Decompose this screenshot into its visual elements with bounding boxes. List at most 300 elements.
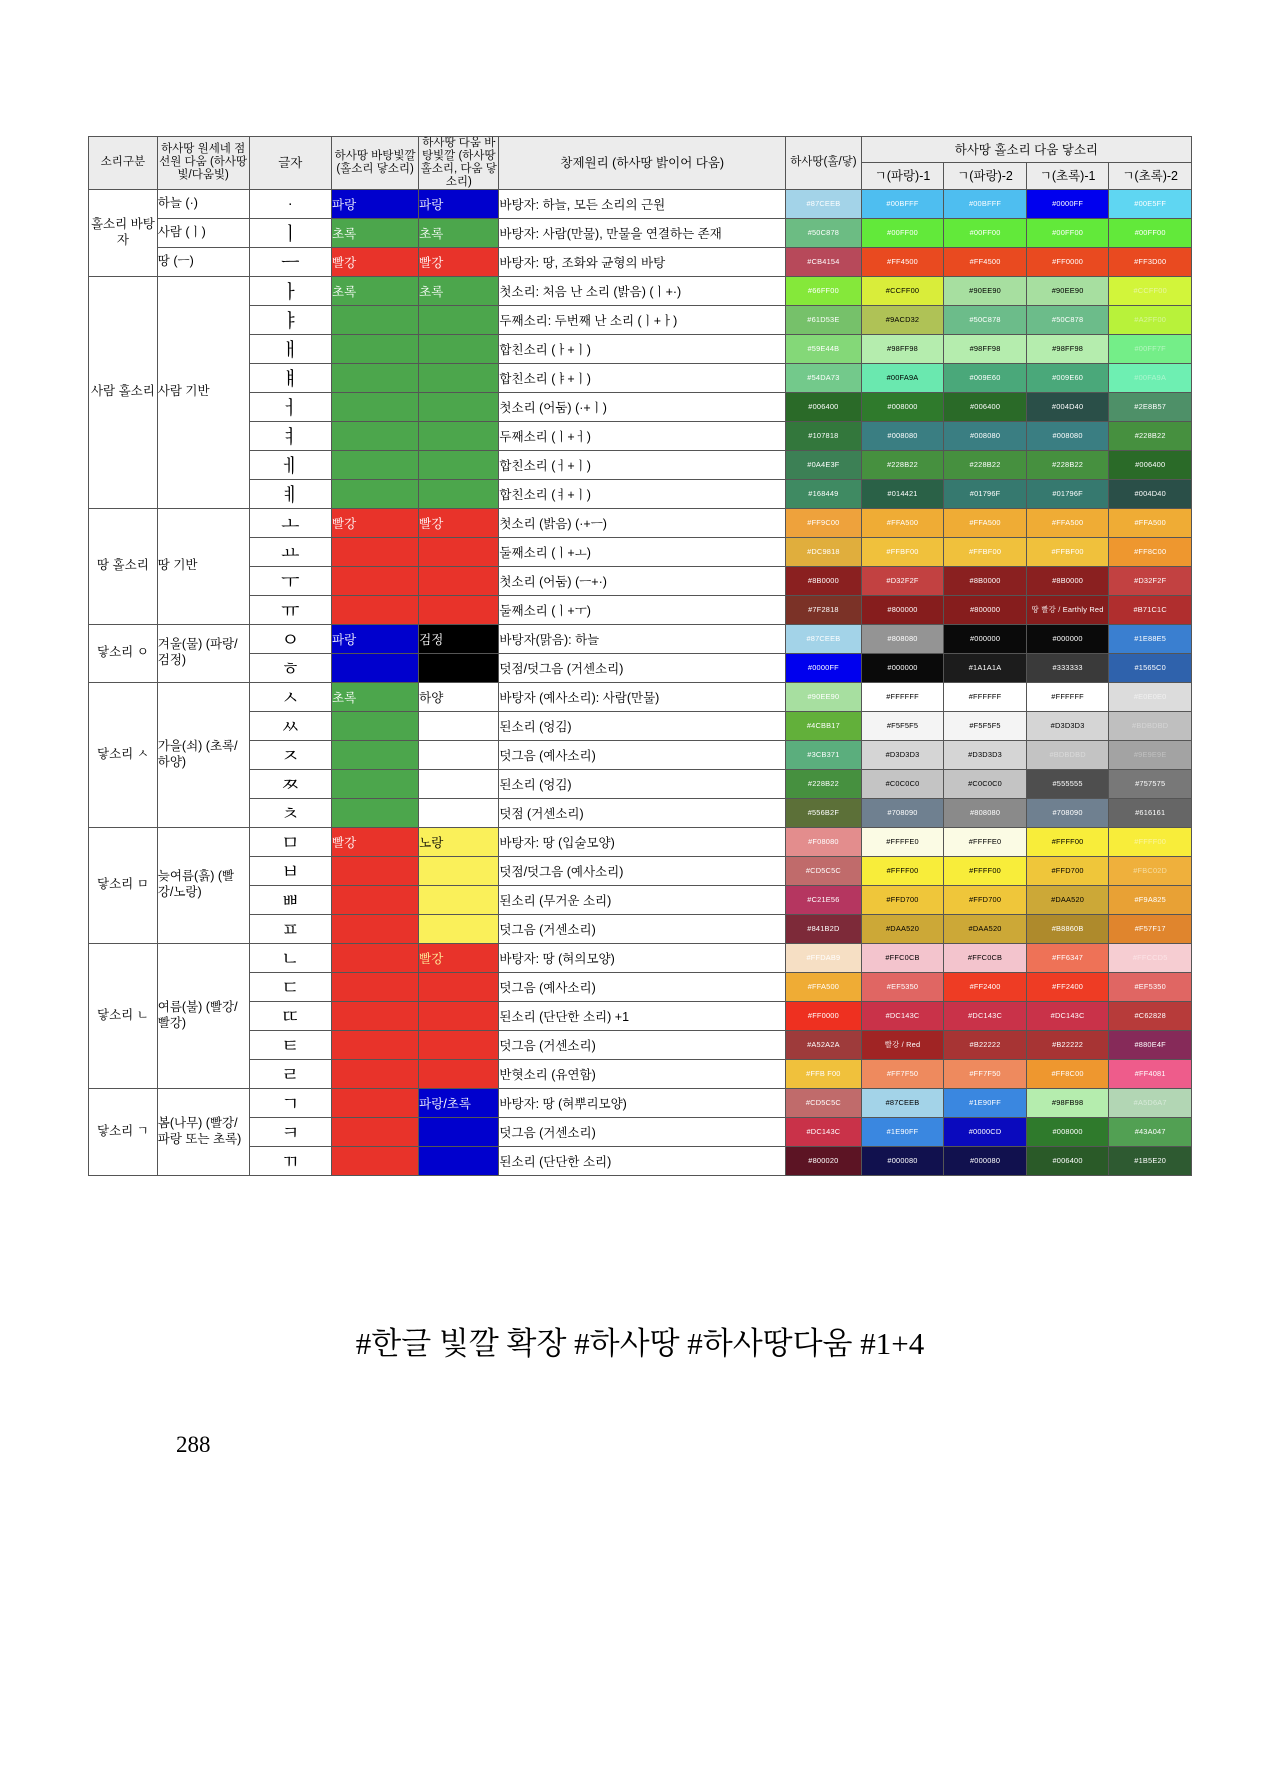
hangul-letter-cell: ㅖ	[249, 479, 332, 508]
row-subgroup-label: 사람 기반	[157, 276, 249, 508]
base-color-swatch	[332, 421, 419, 450]
header-g-green-2: ㄱ(초록)-2	[1109, 163, 1192, 189]
daum-color-swatch	[419, 450, 499, 479]
base-color-swatch	[332, 1117, 419, 1146]
g-blue-2-hex-cell: #DAA520	[944, 914, 1027, 943]
g-green-2-hex-cell: #F9A825	[1109, 885, 1192, 914]
hangul-letter-cell: ㅆ	[249, 711, 332, 740]
base-color-swatch	[332, 1001, 419, 1030]
hangul-letter-cell: ㅎ	[249, 653, 332, 682]
hangul-letter-cell: ㅏ	[249, 276, 332, 305]
daum-color-swatch	[419, 421, 499, 450]
table-row	[89, 566, 1192, 595]
g-blue-2-hex-cell: #008080	[944, 421, 1027, 450]
daum-color-swatch	[419, 479, 499, 508]
base-color-swatch	[332, 943, 419, 972]
g-green-2-hex-cell: #228B22	[1109, 421, 1192, 450]
hasattang-hex-cell: #3CB371	[786, 740, 862, 769]
creation-principle-cell: 합친소리 (ㅕ+ㅣ)	[499, 479, 786, 508]
g-green-1-hex-cell: #FF2400	[1026, 972, 1109, 1001]
creation-principle-cell: 바탕자: 땅 (혀뿌리모양)	[499, 1088, 786, 1117]
header-changjewolli: 창제원리 (하사땅 밝이어 다움)	[499, 137, 786, 190]
g-blue-1-hex-cell: #CCFF00	[861, 276, 944, 305]
creation-principle-cell: 바탕자(맑음): 하늘	[499, 624, 786, 653]
base-color-swatch: 초록	[332, 682, 419, 711]
hangul-letter-cell: ㅠ	[249, 595, 332, 624]
g-green-2-hex-cell: #B71C1C	[1109, 595, 1192, 624]
g-blue-1-hex-cell: #1E90FF	[861, 1117, 944, 1146]
g-green-1-hex-cell: 땅 빨강 / Earthly Red	[1026, 595, 1109, 624]
hasattang-hex-cell: #8B0000	[786, 566, 862, 595]
creation-principle-cell: 된소리 (엉김)	[499, 711, 786, 740]
g-blue-2-hex-cell: #1E90FF	[944, 1088, 1027, 1117]
table-row	[89, 798, 1192, 827]
hasattang-hex-cell: #61D53E	[786, 305, 862, 334]
base-color-swatch	[332, 856, 419, 885]
g-green-1-hex-cell: #B22222	[1026, 1030, 1109, 1059]
g-blue-1-hex-cell: #00FA9A	[861, 363, 944, 392]
hangul-letter-cell: ㅣ	[249, 218, 332, 247]
g-green-2-hex-cell: #FFFF00	[1109, 827, 1192, 856]
row-group-label: 홀소리 바탕자	[89, 189, 158, 276]
hasattang-hex-cell: #90EE90	[786, 682, 862, 711]
creation-principle-cell: 합친소리 (ㅑ+ㅣ)	[499, 363, 786, 392]
base-color-swatch	[332, 537, 419, 566]
daum-color-swatch	[419, 363, 499, 392]
g-blue-1-hex-cell: #008080	[861, 421, 944, 450]
g-blue-2-hex-cell: #D3D3D3	[944, 740, 1027, 769]
hangul-letter-cell: ·	[249, 189, 332, 218]
base-color-swatch	[332, 740, 419, 769]
row-subgroup-label: 하늘 (·)	[157, 189, 249, 218]
hangul-letter-cell: ㅃ	[249, 885, 332, 914]
g-blue-1-hex-cell: #DC143C	[861, 1001, 944, 1030]
hangul-letter-cell: ㅕ	[249, 421, 332, 450]
hangul-letter-cell: ㅌ	[249, 1030, 332, 1059]
creation-principle-cell: 바탕자: 사람(만물), 만물을 연결하는 존재	[499, 218, 786, 247]
g-blue-2-hex-cell: #F5F5F5	[944, 711, 1027, 740]
hasattang-hex-cell: #CD5C5C	[786, 1088, 862, 1117]
table-row	[89, 276, 1192, 305]
base-color-swatch: 파랑	[332, 624, 419, 653]
header-hasattang: 하사땅(홀/닿)	[786, 137, 862, 190]
table-row	[89, 682, 1192, 711]
base-color-swatch	[332, 1030, 419, 1059]
creation-principle-cell: 된소리 (단단한 소리)	[499, 1146, 786, 1175]
table-row	[89, 479, 1192, 508]
row-group-label: 닿소리 ㅇ	[89, 624, 158, 682]
g-blue-1-hex-cell: #00BFFF	[861, 189, 944, 218]
hangul-letter-cell: ㅑ	[249, 305, 332, 334]
g-green-1-hex-cell: #B8860B	[1026, 914, 1109, 943]
g-green-1-hex-cell: #228B22	[1026, 450, 1109, 479]
hasattang-hex-cell: #841B2D	[786, 914, 862, 943]
table-row	[89, 334, 1192, 363]
hangul-letter-cell: ㅋ	[249, 1117, 332, 1146]
g-blue-1-hex-cell: #FFC0CB	[861, 943, 944, 972]
g-blue-1-hex-cell: #FFFFFF	[861, 682, 944, 711]
g-blue-1-hex-cell: #FFBF00	[861, 537, 944, 566]
g-green-1-hex-cell: #98FF98	[1026, 334, 1109, 363]
table-row	[89, 1059, 1192, 1088]
g-green-1-hex-cell: #50C878	[1026, 305, 1109, 334]
hasattang-hex-cell: #54DA73	[786, 363, 862, 392]
table-row	[89, 653, 1192, 682]
g-green-2-hex-cell: #00E5FF	[1109, 189, 1192, 218]
g-blue-1-hex-cell: #F5F5F5	[861, 711, 944, 740]
g-green-2-hex-cell: #880E4F	[1109, 1030, 1192, 1059]
g-green-2-hex-cell: #F57F17	[1109, 914, 1192, 943]
daum-color-swatch	[419, 305, 499, 334]
hasattang-hex-cell: #0A4E3F	[786, 450, 862, 479]
table-row	[89, 1146, 1192, 1175]
daum-color-swatch	[419, 537, 499, 566]
page-number: 288	[176, 1432, 211, 1457]
header-g-blue-2: ㄱ(파랑)-2	[944, 163, 1027, 189]
g-green-2-hex-cell: #FFCCD5	[1109, 943, 1192, 972]
g-green-1-hex-cell: #333333	[1026, 653, 1109, 682]
base-color-swatch: 초록	[332, 276, 419, 305]
g-green-1-hex-cell: #D3D3D3	[1026, 711, 1109, 740]
hasattang-hex-cell: #556B2F	[786, 798, 862, 827]
g-blue-1-hex-cell: 빨강 / Red	[861, 1030, 944, 1059]
creation-principle-cell: 바탕자: 땅 (혀의모양)	[499, 943, 786, 972]
daum-color-swatch: 빨강	[419, 943, 499, 972]
creation-principle-cell: 첫소리: 처음 난 소리 (밝음) (ㅣ+·)	[499, 276, 786, 305]
g-blue-2-hex-cell: #FFA500	[944, 508, 1027, 537]
g-green-1-hex-cell: #008000	[1026, 1117, 1109, 1146]
hangul-letter-cell: ㅇ	[249, 624, 332, 653]
daum-color-swatch	[419, 1059, 499, 1088]
g-green-1-hex-cell: #555555	[1026, 769, 1109, 798]
daum-color-swatch	[419, 595, 499, 624]
g-blue-1-hex-cell: #EF5350	[861, 972, 944, 1001]
daum-color-swatch: 노랑	[419, 827, 499, 856]
table-row	[89, 508, 1192, 537]
hasattang-hex-cell: #006400	[786, 392, 862, 421]
daum-color-swatch	[419, 1001, 499, 1030]
base-color-swatch	[332, 885, 419, 914]
table-row	[89, 1088, 1192, 1117]
g-blue-2-hex-cell: #FFBF00	[944, 537, 1027, 566]
g-blue-2-hex-cell: #01796F	[944, 479, 1027, 508]
creation-principle-cell: 된소리 (무거운 소리)	[499, 885, 786, 914]
g-blue-1-hex-cell: #FFD700	[861, 885, 944, 914]
daum-color-swatch: 하양	[419, 682, 499, 711]
creation-principle-cell: 둘째소리 (ㅣ+ㅗ)	[499, 537, 786, 566]
g-green-1-hex-cell: #FFFFFF	[1026, 682, 1109, 711]
hasattang-hex-cell: #CB4154	[786, 247, 862, 276]
table-row	[89, 914, 1192, 943]
table-row	[89, 305, 1192, 334]
creation-principle-cell: 바탕자 (예사소리): 사람(만물)	[499, 682, 786, 711]
g-blue-2-hex-cell: #1A1A1A	[944, 653, 1027, 682]
g-green-1-hex-cell: #00FF00	[1026, 218, 1109, 247]
g-green-1-hex-cell: #FFA500	[1026, 508, 1109, 537]
hasattang-hex-cell: #4CBB17	[786, 711, 862, 740]
g-green-1-hex-cell: #708090	[1026, 798, 1109, 827]
hangul-color-table	[88, 136, 1192, 1176]
g-green-1-hex-cell: #BDBDBD	[1026, 740, 1109, 769]
base-color-swatch: 초록	[332, 218, 419, 247]
base-color-swatch	[332, 334, 419, 363]
g-blue-1-hex-cell: #98FF98	[861, 334, 944, 363]
hasattang-hex-cell: #59E44B	[786, 334, 862, 363]
g-blue-1-hex-cell: #014421	[861, 479, 944, 508]
base-color-swatch	[332, 1088, 419, 1117]
row-group-label: 닿소리 ㄴ	[89, 943, 158, 1088]
daum-color-swatch	[419, 798, 499, 827]
header-g-green-1: ㄱ(초록)-1	[1026, 163, 1109, 189]
row-group-label: 닿소리 ㄱ	[89, 1088, 158, 1175]
row-subgroup-label: 땅 기반	[157, 508, 249, 624]
creation-principle-cell: 두째소리: 두번째 난 소리 (ㅣ+ㅏ)	[499, 305, 786, 334]
hasattang-hex-cell: #FFA500	[786, 972, 862, 1001]
g-green-2-hex-cell: #00FF7F	[1109, 334, 1192, 363]
g-blue-2-hex-cell: #808080	[944, 798, 1027, 827]
daum-color-swatch: 초록	[419, 218, 499, 247]
g-blue-2-hex-cell: #800000	[944, 595, 1027, 624]
creation-principle-cell: 덧그음 (거센소리)	[499, 914, 786, 943]
hasattang-hex-cell: #FFB F00	[786, 1059, 862, 1088]
hangul-letter-cell: ㅔ	[249, 450, 332, 479]
hasattang-hex-cell: #87CEEB	[786, 189, 862, 218]
base-color-swatch	[332, 305, 419, 334]
g-blue-2-hex-cell: #98FF98	[944, 334, 1027, 363]
g-green-2-hex-cell: #43A047	[1109, 1117, 1192, 1146]
daum-color-swatch: 빨강	[419, 508, 499, 537]
hangul-letter-cell: ㄸ	[249, 1001, 332, 1030]
hangul-letter-cell: ㄴ	[249, 943, 332, 972]
g-blue-2-hex-cell: #FFFFE0	[944, 827, 1027, 856]
hangul-letter-cell: ㅁ	[249, 827, 332, 856]
table-header	[89, 137, 1192, 190]
g-blue-1-hex-cell: #FF7F50	[861, 1059, 944, 1088]
creation-principle-cell: 합친소리 (ㅓ+ㅣ)	[499, 450, 786, 479]
daum-color-swatch	[419, 885, 499, 914]
header-batangbit: 하사땅 바탕빛깔 (홀소리 닿소리)	[332, 137, 419, 190]
g-green-2-hex-cell: #D32F2F	[1109, 566, 1192, 595]
g-blue-2-hex-cell: #FF2400	[944, 972, 1027, 1001]
hasattang-hex-cell: #87CEEB	[786, 624, 862, 653]
g-green-2-hex-cell: #FF3D00	[1109, 247, 1192, 276]
g-green-2-hex-cell: #FFA500	[1109, 508, 1192, 537]
hangul-letter-cell: ㅓ	[249, 392, 332, 421]
g-blue-1-hex-cell: #000000	[861, 653, 944, 682]
g-blue-1-hex-cell: #708090	[861, 798, 944, 827]
row-subgroup-label: 가을(쇠) (초록/하양)	[157, 682, 249, 827]
g-blue-2-hex-cell: #000000	[944, 624, 1027, 653]
creation-principle-cell: 덧점/덧그음 (예사소리)	[499, 856, 786, 885]
hangul-letter-cell: ㄹ	[249, 1059, 332, 1088]
daum-color-swatch	[419, 392, 499, 421]
daum-color-swatch: 검정	[419, 624, 499, 653]
creation-principle-cell: 덧그음 (예사소리)	[499, 972, 786, 1001]
hangul-letter-cell: ㅜ	[249, 566, 332, 595]
table-row	[89, 189, 1192, 218]
creation-principle-cell: 반혓소리 (유연함)	[499, 1059, 786, 1088]
g-blue-2-hex-cell: #00BFFF	[944, 189, 1027, 218]
hangul-letter-cell: ㅛ	[249, 537, 332, 566]
g-blue-2-hex-cell: #C0C0C0	[944, 769, 1027, 798]
g-blue-2-hex-cell: #000080	[944, 1146, 1027, 1175]
hangul-letter-cell: ㅗ	[249, 508, 332, 537]
g-blue-2-hex-cell: #00FF00	[944, 218, 1027, 247]
g-blue-1-hex-cell: #808080	[861, 624, 944, 653]
creation-principle-cell: 덧점 (거센소리)	[499, 798, 786, 827]
table-row	[89, 827, 1192, 856]
hasattang-hex-cell: #F08080	[786, 827, 862, 856]
g-green-1-hex-cell: #004D40	[1026, 392, 1109, 421]
hasattang-hex-cell: #66FF00	[786, 276, 862, 305]
creation-principle-cell: 덧그음 (거센소리)	[499, 1117, 786, 1146]
table-body	[89, 189, 1192, 1175]
g-blue-1-hex-cell: #FFA500	[861, 508, 944, 537]
creation-principle-cell: 바탕자: 땅 (입술모양)	[499, 827, 786, 856]
row-group-label: 땅 홀소리	[89, 508, 158, 624]
daum-color-swatch	[419, 653, 499, 682]
g-green-1-hex-cell: #01796F	[1026, 479, 1109, 508]
row-subgroup-label: 봄(나무) (빨강/파랑 또는 초록)	[157, 1088, 249, 1175]
hasattang-hex-cell: #DC143C	[786, 1117, 862, 1146]
figure-caption: #한글 빛깔 확장 #하사땅 #하사땅다움 #1+4	[355, 1326, 925, 1361]
daum-color-swatch: 파랑/초록	[419, 1088, 499, 1117]
hangul-letter-cell: ㄷ	[249, 972, 332, 1001]
creation-principle-cell: 첫소리 (밝음) (·+ㅡ)	[499, 508, 786, 537]
creation-principle-cell: 첫소리 (어둠) (ㅡ+·)	[499, 566, 786, 595]
g-green-2-hex-cell: #004D40	[1109, 479, 1192, 508]
g-blue-2-hex-cell: #FFD700	[944, 885, 1027, 914]
g-green-2-hex-cell: #00FF00	[1109, 218, 1192, 247]
hasattang-hex-cell: #228B22	[786, 769, 862, 798]
daum-color-swatch	[419, 769, 499, 798]
g-green-2-hex-cell: #A2FF00	[1109, 305, 1192, 334]
hasattang-hex-cell: #DC9818	[786, 537, 862, 566]
hangul-letter-cell: ㅍ	[249, 914, 332, 943]
base-color-swatch: 빨강	[332, 508, 419, 537]
table-row	[89, 537, 1192, 566]
table-row	[89, 595, 1192, 624]
g-blue-2-hex-cell: #FFC0CB	[944, 943, 1027, 972]
row-subgroup-label: 겨울(물) (파랑/검정)	[157, 624, 249, 682]
base-color-swatch	[332, 1059, 419, 1088]
g-green-2-hex-cell: #BDBDBD	[1109, 711, 1192, 740]
g-blue-2-hex-cell: #006400	[944, 392, 1027, 421]
g-blue-2-hex-cell: #90EE90	[944, 276, 1027, 305]
creation-principle-cell: 덧그음 (거센소리)	[499, 1030, 786, 1059]
g-green-1-hex-cell: #DAA520	[1026, 885, 1109, 914]
g-green-2-hex-cell: #006400	[1109, 450, 1192, 479]
g-blue-2-hex-cell: #009E60	[944, 363, 1027, 392]
base-color-swatch	[332, 798, 419, 827]
g-blue-1-hex-cell: #87CEEB	[861, 1088, 944, 1117]
daum-color-swatch: 초록	[419, 276, 499, 305]
g-blue-1-hex-cell: #800000	[861, 595, 944, 624]
g-green-1-hex-cell: #8B0000	[1026, 566, 1109, 595]
hasattang-hex-cell: #A52A2A	[786, 1030, 862, 1059]
hangul-letter-cell: ㅅ	[249, 682, 332, 711]
daum-color-swatch	[419, 1030, 499, 1059]
creation-principle-cell: 바탕자: 땅, 조화와 균형의 바탕	[499, 247, 786, 276]
daum-color-swatch	[419, 1146, 499, 1175]
hasattang-hex-cell: #CD5C5C	[786, 856, 862, 885]
header-wonsene: 하사땅 원세네 점선원 다움 (하사땅빛/다움빛)	[157, 137, 249, 190]
table-row	[89, 943, 1192, 972]
g-green-2-hex-cell: #1565C0	[1109, 653, 1192, 682]
row-group-label: 닿소리 ㅅ	[89, 682, 158, 827]
g-blue-1-hex-cell: #00FF00	[861, 218, 944, 247]
g-green-1-hex-cell: #FF6347	[1026, 943, 1109, 972]
creation-principle-cell: 된소리 (엉김)	[499, 769, 786, 798]
g-blue-1-hex-cell: #000080	[861, 1146, 944, 1175]
header-group-dahsori: 하사땅 홀소리 다움 닿소리	[861, 137, 1191, 163]
daum-color-swatch	[419, 711, 499, 740]
daum-color-swatch	[419, 1117, 499, 1146]
table-row	[89, 421, 1192, 450]
g-blue-1-hex-cell: #FFFF00	[861, 856, 944, 885]
g-blue-1-hex-cell: #228B22	[861, 450, 944, 479]
hangul-letter-cell: ㅡ	[249, 247, 332, 276]
table-row	[89, 1001, 1192, 1030]
hasattang-hex-cell: #107818	[786, 421, 862, 450]
row-group-label: 사람 홀소리	[89, 276, 158, 508]
row-group-label: 닿소리 ㅁ	[89, 827, 158, 943]
table-row	[89, 885, 1192, 914]
base-color-swatch	[332, 479, 419, 508]
header-geulja: 글자	[249, 137, 332, 190]
hasattang-hex-cell: #0000FF	[786, 653, 862, 682]
hangul-letter-cell: ㄲ	[249, 1146, 332, 1175]
g-blue-2-hex-cell: #FF4500	[944, 247, 1027, 276]
base-color-swatch	[332, 769, 419, 798]
row-subgroup-label: 늦여름(흙) (빨강/노랑)	[157, 827, 249, 943]
table-row	[89, 392, 1192, 421]
g-green-2-hex-cell: #C62828	[1109, 1001, 1192, 1030]
base-color-swatch	[332, 914, 419, 943]
table-row	[89, 363, 1192, 392]
g-green-1-hex-cell: #98FB98	[1026, 1088, 1109, 1117]
base-color-swatch	[332, 363, 419, 392]
g-blue-2-hex-cell: #0000CD	[944, 1117, 1027, 1146]
creation-principle-cell: 합친소리 (ㅏ+ㅣ)	[499, 334, 786, 363]
creation-principle-cell: 둘째소리 (ㅣ+ㅜ)	[499, 595, 786, 624]
g-green-1-hex-cell: #FFBF00	[1026, 537, 1109, 566]
g-blue-2-hex-cell: #DC143C	[944, 1001, 1027, 1030]
creation-principle-cell: 바탕자: 하늘, 모든 소리의 근원	[499, 189, 786, 218]
table-row	[89, 711, 1192, 740]
g-green-2-hex-cell: #A5D6A7	[1109, 1088, 1192, 1117]
table-row	[89, 247, 1192, 276]
g-green-2-hex-cell: #1E88E5	[1109, 624, 1192, 653]
table-row	[89, 972, 1192, 1001]
g-green-2-hex-cell: #757575	[1109, 769, 1192, 798]
hasattang-hex-cell: #FFDAB9	[786, 943, 862, 972]
creation-principle-cell: 된소리 (단단한 소리) +1	[499, 1001, 786, 1030]
g-green-2-hex-cell: #FF4081	[1109, 1059, 1192, 1088]
g-green-2-hex-cell: #9E9E9E	[1109, 740, 1192, 769]
g-blue-1-hex-cell: #008000	[861, 392, 944, 421]
g-green-2-hex-cell: #FF8C00	[1109, 537, 1192, 566]
g-green-1-hex-cell: #90EE90	[1026, 276, 1109, 305]
g-blue-2-hex-cell: #50C878	[944, 305, 1027, 334]
table-row	[89, 450, 1192, 479]
daum-color-swatch	[419, 334, 499, 363]
g-green-2-hex-cell: #EF5350	[1109, 972, 1192, 1001]
g-blue-2-hex-cell: #FFFFFF	[944, 682, 1027, 711]
daum-color-swatch: 빨강	[419, 247, 499, 276]
hangul-letter-cell: ㅉ	[249, 769, 332, 798]
row-subgroup-label: 여름(불) (빨강/빨강)	[157, 943, 249, 1088]
